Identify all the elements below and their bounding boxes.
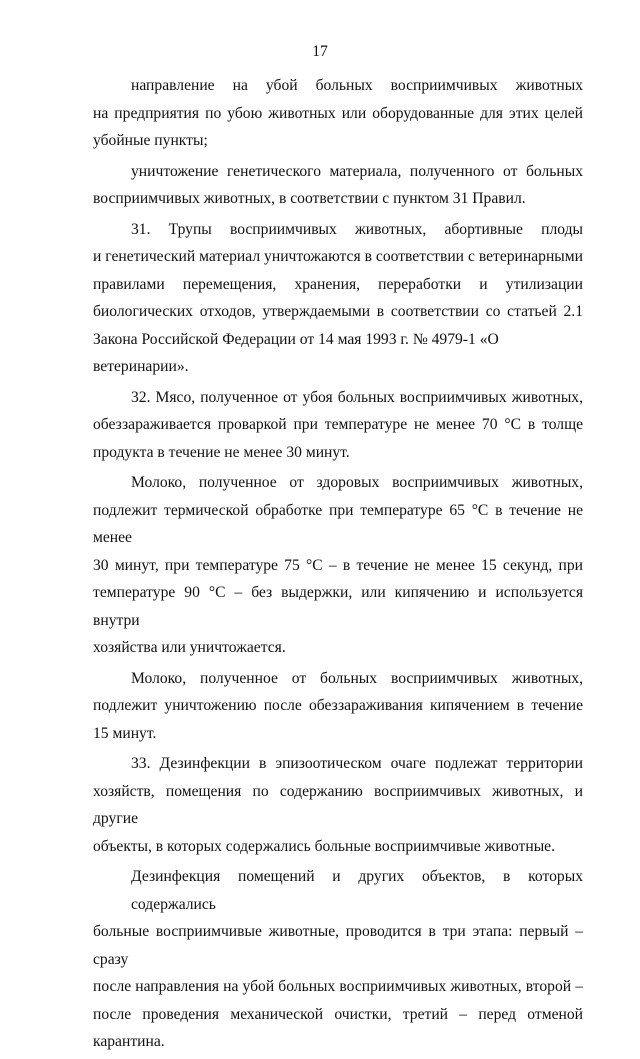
paragraph bbox=[93, 469, 583, 662]
text-line: восприимчивых животных, в соответствии с пунктом 31 Правил. bbox=[93, 190, 526, 207]
text-line: Молоко, полученное от больных восприимчивых животных, bbox=[131, 669, 583, 687]
text-line: Дезинфекция помещений и других объектов, в которых содержались bbox=[131, 868, 583, 913]
text-line: убойные пункты; bbox=[93, 132, 208, 149]
text-line: подлежит уничтожению после обеззараживания кипячением в течение bbox=[93, 697, 583, 714]
paragraph bbox=[93, 158, 583, 213]
text-line: после проведения механической очистки, третий – перед отменой bbox=[93, 1005, 583, 1023]
text-line: продукта в течение не менее 30 минут. bbox=[93, 443, 350, 461]
page-number: 17 bbox=[312, 43, 328, 60]
text-line: объекты, в которых содержались больные восприимчивые животные. bbox=[93, 837, 556, 855]
text-line: обеззараживается проваркой при температуре не менее 70 °С в толще bbox=[93, 416, 583, 433]
text-line: 31. Трупы восприимчивых животных, абортивные плоды bbox=[131, 220, 583, 238]
text-line: уничтожение генетического материала, полученного от больных bbox=[131, 162, 583, 180]
paragraph bbox=[93, 750, 583, 860]
text-line: подлежит термической обработке при температуре 65 °С в течение не менее bbox=[93, 501, 583, 546]
text-line: хозяйства или уничтожается. bbox=[93, 639, 286, 656]
paragraph bbox=[93, 863, 583, 1056]
paragraph bbox=[93, 384, 583, 467]
text-line: Молоко, полученное от здоровых восприимчивых животных, bbox=[131, 474, 583, 491]
text-line: температуре 90 °С – без выдержки, или кипячению и используется внутри bbox=[93, 584, 583, 629]
text-line: биологических отходов, утверждаемыми в соответствии со статьей 2.1 bbox=[93, 303, 583, 320]
text-line: правилами перемещения, хранения, переработки и утилизации bbox=[93, 275, 583, 293]
text-line: карантина. bbox=[93, 1033, 165, 1050]
text-line: больные восприимчивые животные, проводится в три этапа: первый – сразу bbox=[93, 923, 583, 968]
text-line: после направления на убой больных восприимчивых животных, второй – bbox=[93, 978, 583, 995]
text-line: 32. Мясо, полученное от убоя больных восприимчивых животных, bbox=[131, 388, 583, 406]
text-line: хозяйств, помещения по содержанию восприимчивых животных, и другие bbox=[93, 782, 583, 827]
text-line: 33. Дезинфекции в эпизоотическом очаге подлежат территории bbox=[131, 755, 583, 772]
text-line: на предприятия по убою животных или оборудованные для этих целей bbox=[93, 104, 583, 122]
text-line: 30 минут, при температуре 75 °С – в течение не менее 15 секунд, при bbox=[93, 556, 583, 574]
paragraph bbox=[93, 72, 583, 155]
paragraph bbox=[93, 665, 583, 748]
text-line: Закона Российской Федерации от 14 мая 1993 г. № 4979-1 «О ветеринарии». bbox=[93, 330, 499, 375]
document-body bbox=[93, 72, 583, 1059]
text-line: и генетический материал уничтожаются в соответствии с ветеринарными bbox=[93, 248, 583, 265]
paragraph bbox=[93, 216, 583, 381]
text-line: направление на убой больных восприимчивых животных bbox=[131, 77, 583, 94]
text-line: 15 минут. bbox=[93, 724, 157, 742]
